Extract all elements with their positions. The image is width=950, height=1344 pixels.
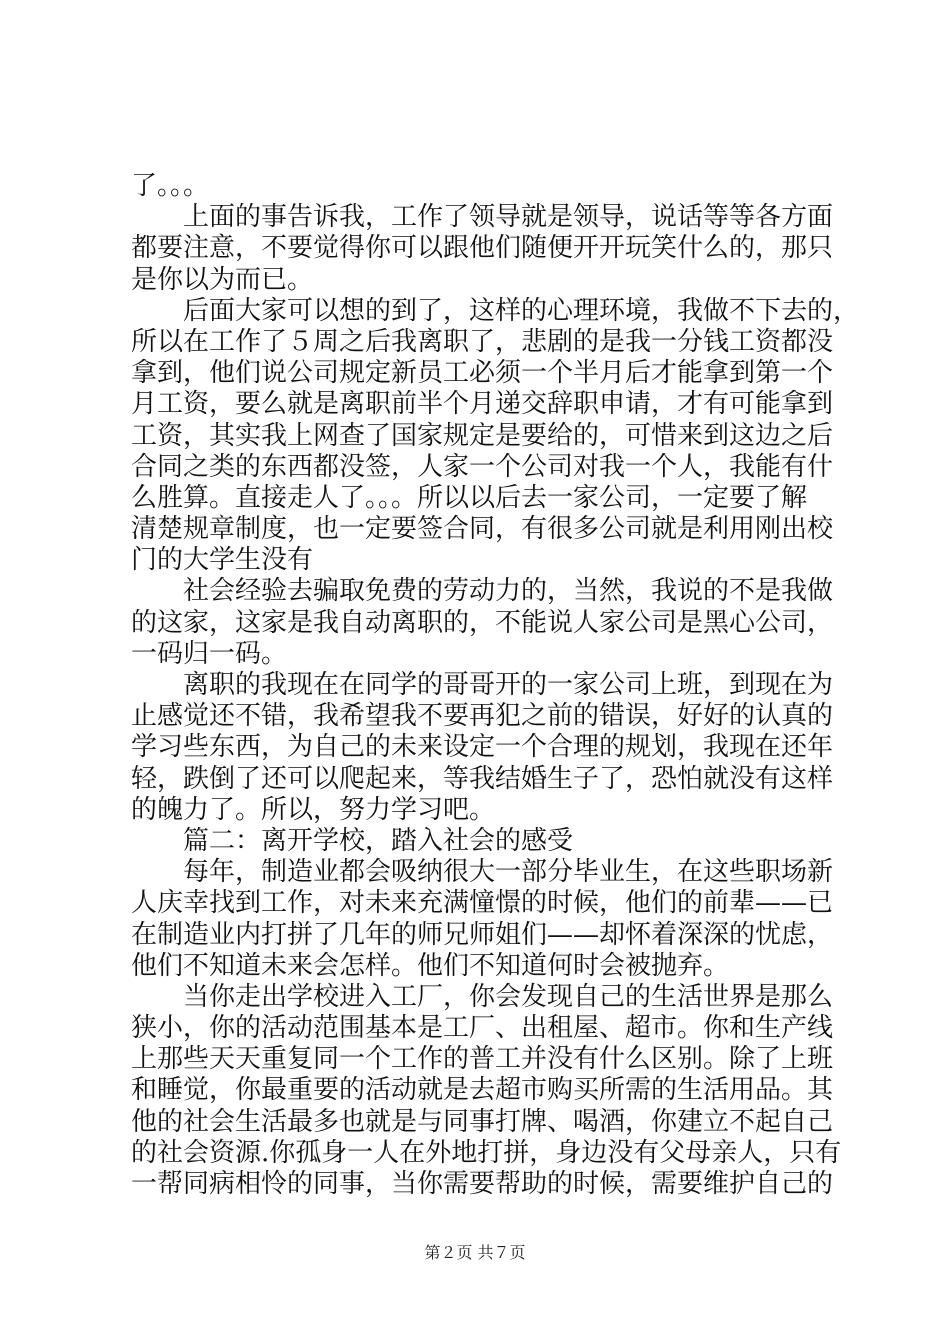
text-line: 的社会资源.你孤身一人在外地打拼，身边没有父母亲人，只有: [131, 1137, 842, 1168]
text-line: 合同之类的东西都没签，人家一个公司对我一个人，我能有什: [131, 451, 834, 482]
text-line: 是你以为而已。: [131, 264, 314, 295]
body-text: [131, 171, 860, 1200]
text-line: 都要注意，不要觉得你可以跟他们随便开开玩笑什么的，那只: [131, 233, 834, 264]
text-line: 社会经验去骗取免费的劳动力的，当然，我说的不是我做: [183, 576, 834, 607]
text-line: 拿到，他们说公司规定新员工必须一个半月后才能拿到第一个: [131, 358, 834, 389]
text-line: 一码归一码。: [131, 638, 288, 669]
text-line: 了。。。: [131, 171, 210, 201]
text-line: 的这家，这家是我自动离职的，不能说人家公司是黑心公司，: [131, 607, 834, 638]
text-line: 在制造业内打拼了几年的师兄师姐们——却怀着深深的忧虑，: [131, 919, 834, 950]
text-line: 离职的我现在在同学的哥哥开的一家公司上班，到现在为: [183, 670, 834, 700]
section-heading: 篇二：离开学校，踏入社会的感受: [183, 825, 574, 856]
text-line: 当你走出学校进入工厂，你会发现自己的生活世界是那么: [183, 981, 834, 1012]
text-line: 上面的事告诉我，工作了领导就是领导，说话等等各方面: [183, 202, 834, 233]
text-line: 一帮同病相怜的同事，当你需要帮助的时候，需要维护自己的: [131, 1169, 834, 1199]
text-line: 他们不知道未来会怎样。他们不知道何时会被抛弃。: [131, 950, 730, 981]
text-line: 月工资，要么就是离职前半个月递交辞职申请，才有可能拿到: [131, 389, 834, 420]
text-line: 工资，其实我上网查了国家规定是要给的，可惜来到这边之后: [131, 420, 834, 451]
text-line: 么胜算。直接走人了。。。所以以后去一家公司，一定要了解: [131, 482, 808, 513]
text-line: 后面大家可以想的到了，这样的心理环境，我做不下去的，: [183, 295, 860, 326]
text-line: 学习些东西，为自己的未来设定一个合理的规划，我现在还年: [131, 732, 834, 763]
text-line: 门的大学生没有: [131, 545, 314, 576]
text-line: 的魄力了。所以，努力学习吧。: [131, 794, 496, 825]
text-line: 狭小，你的活动范围基本是工厂、出租屋、超市。你和生产线: [131, 1013, 834, 1044]
text-line: 轻，跌倒了还可以爬起来，等我结婚生子了，恐怕就没有这样: [131, 763, 834, 794]
text-line: 清楚规章制度，也一定要签合同，有很多公司就是利用刚出校: [131, 514, 834, 545]
text-line: 他的社会生活最多也就是与同事打牌、喝酒，你建立不起自己: [131, 1106, 834, 1137]
text-line: 所以在工作了５周之后我离职了，悲剧的是我一分钱工资都没: [131, 326, 834, 357]
text-line: 上那些天天重复同一个工作的普工并没有什么区别。除了上班: [131, 1044, 834, 1075]
text-line: 人庆幸找到工作，对未来充满憧憬的时候，他们的前辈——已: [131, 888, 834, 919]
text-line: 和睡觉，你最重要的活动就是去超市购买所需的生活用品。其: [131, 1075, 834, 1106]
text-line: 每年，制造业都会吸纳很大一部分毕业生，在这些职场新: [183, 857, 834, 888]
page-number-footer: 第２页 共７页: [424, 1243, 526, 1262]
text-line: 止感觉还不错，我希望我不要再犯之前的错误，好好的认真的: [131, 701, 834, 732]
